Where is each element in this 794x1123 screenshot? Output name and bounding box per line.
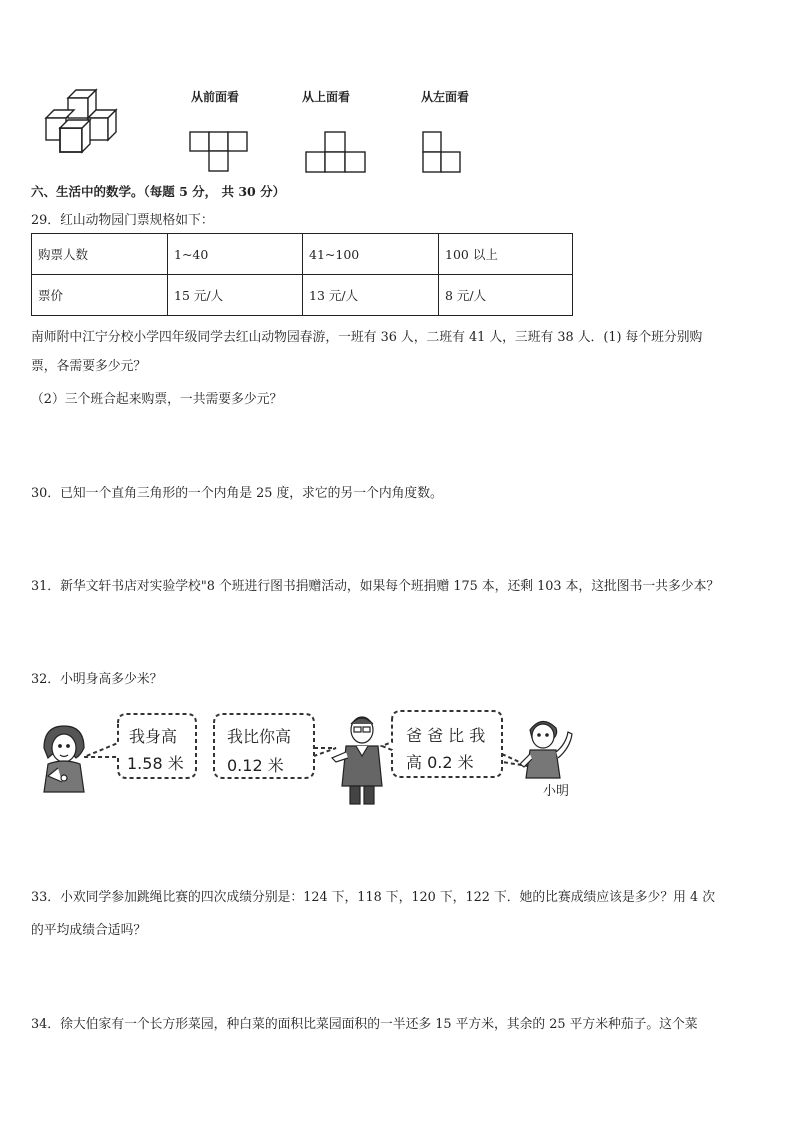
bubble-2-line-2: 0.12 米 bbox=[227, 756, 284, 775]
bubble-3-line-1: 爸 爸 比 我 bbox=[406, 726, 486, 745]
ticket-price-table bbox=[31, 233, 573, 316]
q34-text: 34．徐大伯家有一个长方形菜园，种白菜的面积比菜园面积的一半还多 15 平方米，其余的 25 平方米种茄子。这个菜 bbox=[31, 1017, 698, 1032]
top-view-drawing bbox=[305, 131, 367, 173]
table-cell: 1~40 bbox=[168, 234, 303, 275]
q30-text: 30．已知一个直角三角形的一个内角是 25 度，求它的另一个内角度数。 bbox=[31, 486, 443, 501]
section-6-title: 六、生活中的数学。（每题 5 分， 共 30 分） bbox=[31, 184, 286, 199]
q33-text-line1: 33．小欢同学参加跳绳比赛的四次成绩分别是：124 下，118 下，120 下，122 下．她的比赛成绩应该是多少？用 4 次 bbox=[31, 890, 716, 905]
bubble-1-line-2: 1.58 米 bbox=[127, 754, 184, 773]
table-cell: 13 元/人 bbox=[303, 275, 439, 316]
xiaoming-figure bbox=[520, 721, 572, 778]
view-label-left: 从左面看 bbox=[421, 90, 470, 104]
cube-stack-figure bbox=[40, 86, 130, 156]
q31-text: 31．新华文轩书店对实验学校"8 个班进行图书捐赠活动，如果每个班捐赠 175 本，还剩 103 本，这批图书一共多少本？ bbox=[31, 579, 720, 594]
view-label-front: 从前面看 bbox=[191, 90, 240, 104]
table-row bbox=[32, 234, 573, 275]
table-cell: 票价 bbox=[32, 275, 168, 316]
mother-figure bbox=[44, 726, 84, 792]
left-view-drawing bbox=[422, 131, 464, 173]
table-cell: 15 元/人 bbox=[168, 275, 303, 316]
bubble-3-line-2: 高 0.2 米 bbox=[406, 753, 474, 772]
q29-text-line1: 南师附中江宁分校小学四年级同学去红山动物园春游，一班有 36 人，二班有 41 人，三班有 38 人．(1) 每个班分别购 bbox=[31, 330, 703, 345]
view-label-top: 从上面看 bbox=[302, 90, 351, 104]
q33-text-line2: 的平均成绩合适吗？ bbox=[31, 923, 147, 938]
q29-stem: 29．红山动物园门票规格如下： bbox=[31, 213, 214, 228]
bubble-1-line-1: 我身高 bbox=[129, 727, 178, 746]
q32-illustration bbox=[36, 708, 596, 808]
q32-text: 32．小明身高多少米？ bbox=[31, 672, 163, 687]
q29-text-line2: 票，各需要多少元？ bbox=[31, 359, 147, 374]
table-cell: 41~100 bbox=[303, 234, 439, 275]
table-cell: 100 以上 bbox=[439, 234, 573, 275]
table-cell: 8 元/人 bbox=[439, 275, 573, 316]
bubble-2-line-1: 我比你高 bbox=[227, 727, 292, 746]
table-cell: 购票人数 bbox=[32, 234, 168, 275]
front-view-drawing bbox=[189, 131, 249, 173]
xiaoming-label: 小明 bbox=[543, 784, 570, 799]
q29-text-line3: （2）三个班合起来购票，一共需要多少元？ bbox=[31, 392, 283, 407]
table-row bbox=[32, 275, 573, 316]
father-figure bbox=[332, 717, 382, 804]
